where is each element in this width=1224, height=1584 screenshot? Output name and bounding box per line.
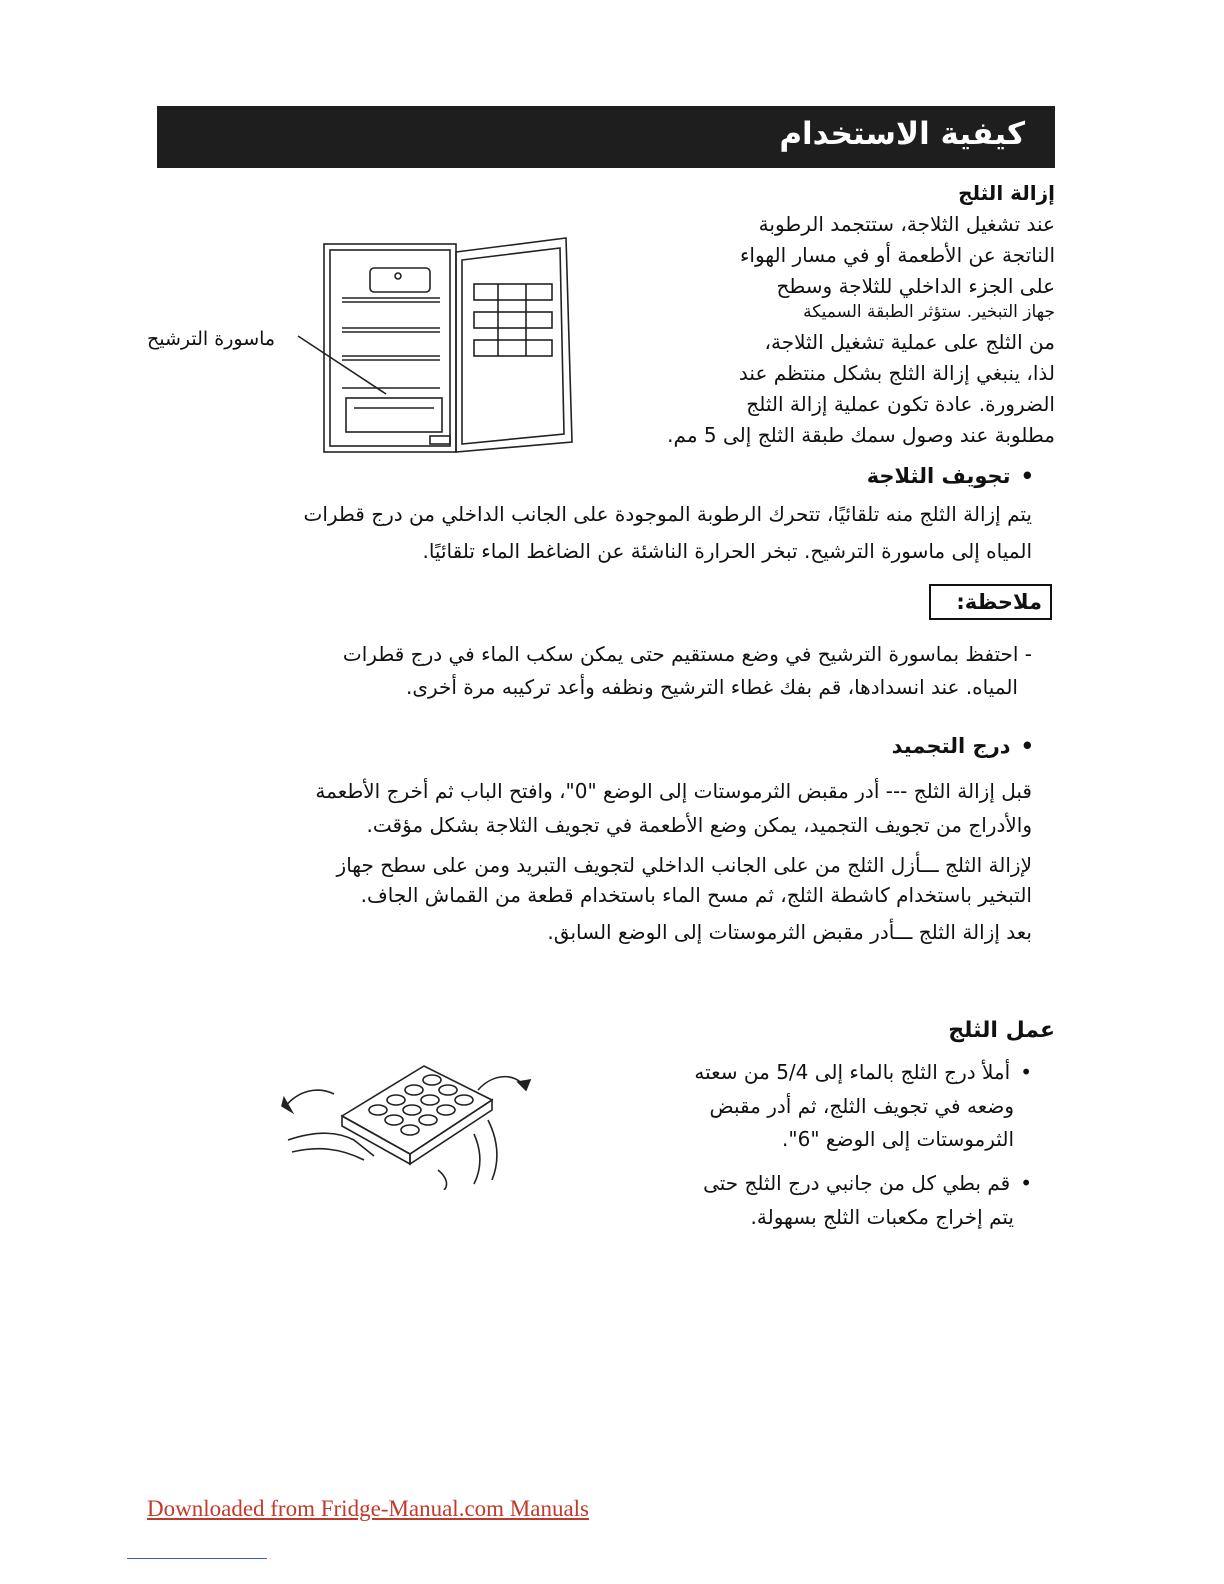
crisper-drawer [346,398,442,432]
defrost-line-8: مطلوبة عند وصول سمك طبقة الثلج إلى 5 مم. [667,423,1055,447]
defrost-line-3: على الجزء الداخلي للثلاجة وسطح [776,274,1055,298]
defrost-line-7: الضرورة. عادة تكون عملية إزالة الثلج [746,392,1055,416]
door-shelf [474,284,552,300]
ice-tray-cells [369,1075,473,1135]
twist-arrow-right-icon [478,1077,524,1090]
freezer-line-5: بعد إزالة الثلج ـــأدر مقبض الثرموستات إلى الوضع السابق. [547,920,1032,944]
control-panel [430,436,450,444]
freezer-line-1: قبل إزالة الثلج --- أدر مقبض الثرموستات إلى الوضع "0"، وافتح الباب ثم أخرج الأطعمة [315,779,1032,803]
footer-rule [127,1558,267,1559]
download-source-link[interactable]: Downloaded from Fridge-Manual.com Manuals [147,1496,590,1521]
defrost-heading: إزالة الثلج [958,181,1055,205]
door-shelf [474,340,552,356]
bullet: • [1020,1171,1032,1195]
page-title: كيفية الاستخدام [779,116,1025,152]
freezer-line-4: التبخير باستخدام كاشطة الثلج، ثم مسح الماء باستخدام قطعة من القماش الجاف. [360,883,1032,907]
bullet: • [1020,734,1034,758]
ice-bullet-2-text-1: قم بطي كل من جانبي درج الثلج حتى [703,1171,1011,1195]
ice-bullet-2-line-1 [703,1171,1032,1195]
ice-tray-illustration [278,1060,538,1190]
freezer-drawer-heading [892,734,1034,758]
page-title-bar [157,106,1055,168]
drain-pipe-label: ماسورة الترشيح [147,328,276,350]
ice-bullet-1-line-2: وضعه في تجويف الثلج، ثم أدر مقبض [709,1094,1014,1118]
freezer-line-2: والأدراج من تجويف التجميد، يمكن وضع الأطعمة في تجويف الثلاجة بشكل مؤقت. [366,813,1032,837]
fridge-cavity-line-1: يتم إزالة الثلج منه تلقائيًا، تتحرك الرطوبة الموجودة على الجانب الداخلي من درج قطرات [303,502,1032,526]
ice-bullet-1-line-3: الثرموستات إلى الوضع "6". [782,1127,1014,1151]
door-shelf [474,312,552,328]
fridge-cavity-line-2: المياه إلى ماسورة الترشيح. تبخر الحرارة الناشئة عن الضاغط الماء تلقائيًا. [422,539,1032,563]
note-label: ملاحظة: [956,590,1042,614]
ice-tray [342,1066,492,1154]
bullet: • [1020,1060,1032,1084]
fridge-illustration [290,232,590,464]
fridge-cavity-heading-text: تجويف الثلاجة [866,464,1011,488]
defrost-line-5: من الثلج على عملية تشغيل الثلاجة، [764,330,1055,354]
defrost-line-1: عند تشغيل الثلاجة، ستتجمد الرطوبة [758,212,1055,236]
defrost-line-2: الناتجة عن الأطعمة أو في مسار الهواء [739,243,1055,267]
ice-bullet-1-line-1 [694,1060,1032,1084]
ice-bullet-1-text-1: أملأ درج الثلج بالماء إلى 5/4 من سعته [694,1060,1011,1084]
right-hand [488,1120,497,1180]
bullet: • [1020,464,1034,488]
freezer-line-3: لإزالة الثلج ـــأزل الثلج من على الجانب الداخلي لتجويف التبريد ومن على سطح جهاز [336,853,1032,877]
twist-arrow-left-icon [284,1090,334,1108]
note-line-1: - احتفظ بماسورة الترشيح في وضع مستقيم حتى يمكن سكب الماء في درج قطرات [342,642,1032,666]
drain-pipe-leader-line [298,336,386,394]
ice-bullet-2-line-2: يتم إخراج مكعبات الثلج بسهولة. [750,1205,1014,1229]
note-line-2: المياه. عند انسدادها، قم بفك غطاء الترشيح ونظفه وأعد تركيبه مرة أخرى. [405,675,1018,699]
fridge-cavity-heading [867,464,1034,488]
note-box [929,584,1052,620]
thermostat-housing [370,268,430,292]
defrost-line-4: جهاز التبخير. ستؤثر الطبقة السميكة [803,302,1055,322]
defrost-line-6: لذا، ينبغي إزالة الثلج بشكل منتظم عند [738,361,1055,385]
fridge-body [324,244,456,452]
ice-making-heading: عمل الثلج [948,1018,1055,1043]
freezer-drawer-heading-text: درج التجميد [891,734,1011,758]
